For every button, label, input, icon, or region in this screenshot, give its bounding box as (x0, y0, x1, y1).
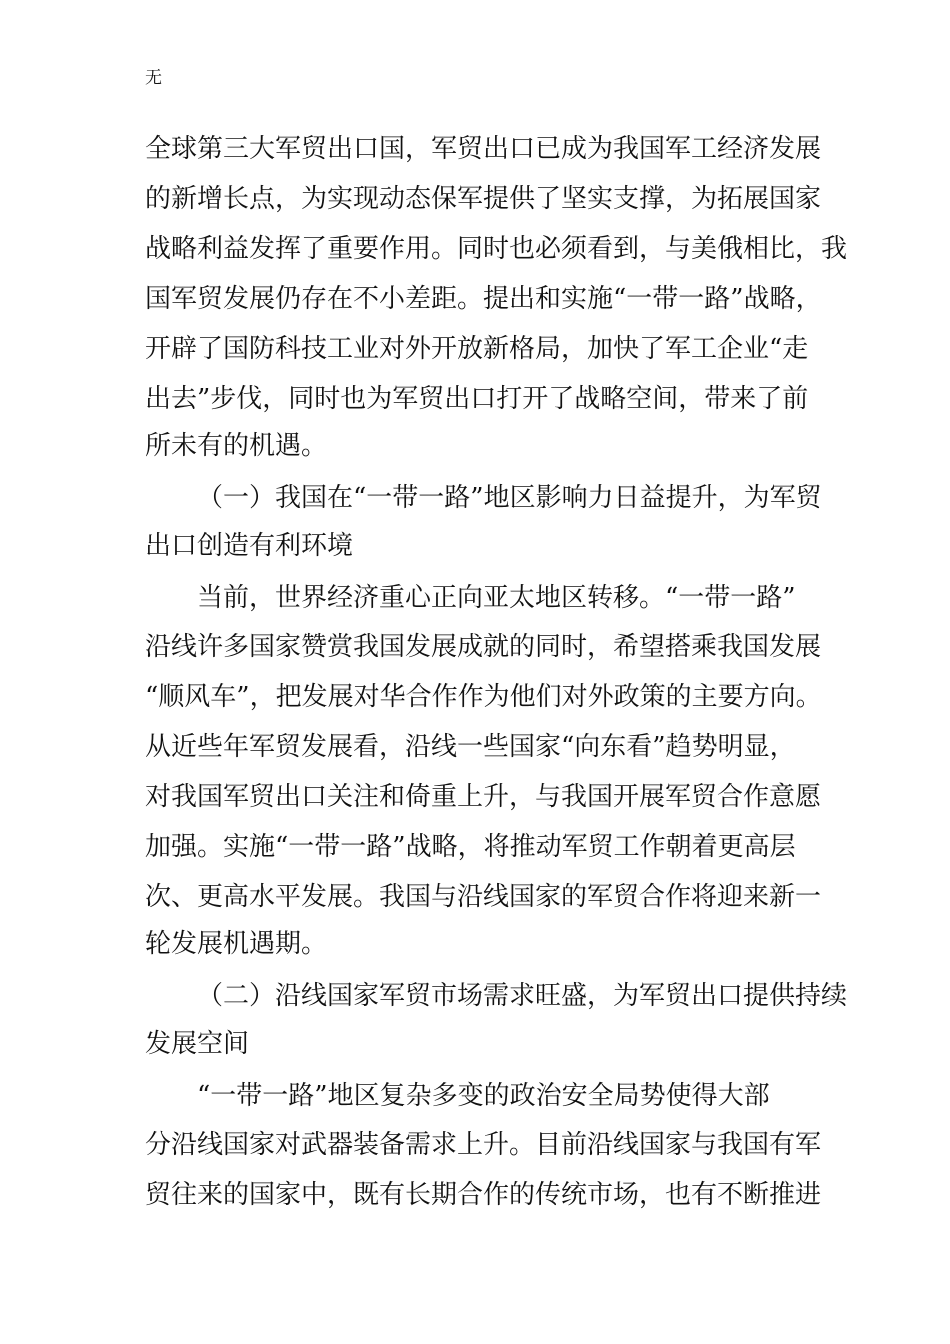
text-line: “一带一路”地区复杂多变的政治安全局势使得大部 (197, 1081, 770, 1111)
text-line: 加强。实施“一带一路”战略，将推动军贸工作朝着更高层 (145, 832, 796, 862)
text-line: 出去”步伐，同时也为军贸出口打开了战略空间，带来了前 (145, 384, 809, 414)
text-line: 沿线许多国家赞赏我国发展成就的同时，希望搭乘我国发展 (145, 632, 822, 662)
text-line: 对我国军贸出口关注和倚重上升，与我国开展军贸合作意愿 (145, 782, 822, 812)
text-line: 的新增长点，为实现动态保军提供了坚实支撑，为拓展国家 (145, 184, 822, 214)
text-line: 战略利益发挥了重要作用。同时也必须看到，与美俄相比，我 (145, 234, 848, 264)
text-line: 开辟了国防科技工业对外开放新格局，加快了军工企业“走 (145, 334, 809, 364)
text-line: 全球第三大军贸出口国，军贸出口已成为我国军工经济发展 (145, 134, 822, 164)
text-line: 轮发展机遇期。 (145, 929, 328, 959)
text-line: 次、更高水平发展。我国与沿线国家的军贸合作将迎来新一 (145, 882, 822, 912)
text-line: 当前，世界经济重心正向亚太地区转移。“一带一路” (197, 583, 796, 613)
section-heading-line: （二）沿线国家军贸市场需求旺盛，为军贸出口提供持续 (197, 981, 848, 1011)
text-line: 分沿线国家对武器装备需求上升。目前沿线国家与我国有军 (145, 1130, 822, 1160)
text-line: 贸往来的国家中，既有长期合作的传统市场，也有不断推进 (145, 1180, 822, 1210)
text-line: “顺风车”，把发展对华合作作为他们对外政策的主要方向。 (145, 682, 822, 712)
text-line: 从近些年军贸发展看，沿线一些国家“向东看”趋势明显， (145, 732, 796, 762)
section-heading-line: （一）我国在“一带一路”地区影响力日益提升，为军贸 (197, 483, 822, 513)
section-heading-line: 发展空间 (145, 1029, 250, 1059)
text-line: 所未有的机遇。 (145, 431, 328, 461)
text-line: 国军贸发展仍存在不小差距。提出和实施“一带一路”战略， (145, 284, 822, 314)
section-heading-line: 出口创造有利环境 (145, 531, 354, 561)
page-header: 无 (145, 68, 162, 88)
